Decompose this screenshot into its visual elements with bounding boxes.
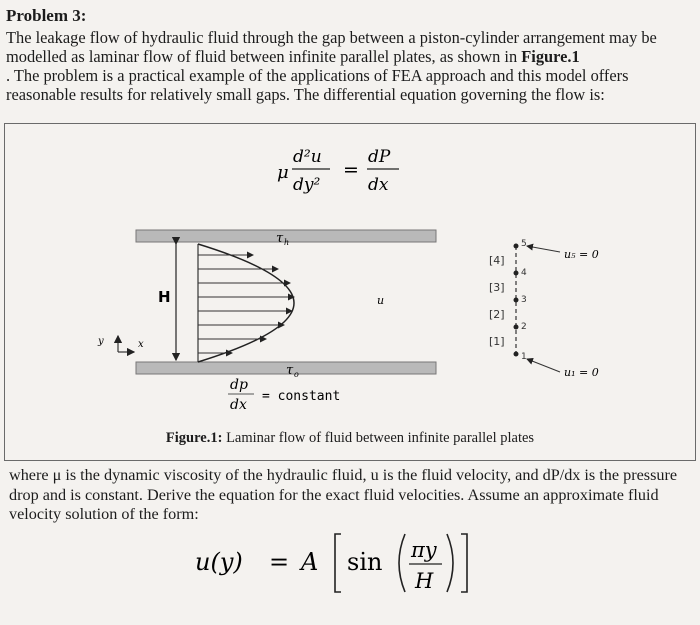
eq2-coef: A — [301, 548, 319, 576]
tau-0-sub: o — [294, 370, 299, 379]
flow-diagram — [90, 222, 650, 422]
right-border — [695, 123, 696, 460]
eq2-left-bracket — [335, 534, 341, 592]
approx-solution-equation — [195, 528, 525, 598]
bottom-divider — [4, 460, 696, 461]
problem-title: Problem 3: — [6, 6, 87, 25]
eq2-left-paren — [399, 534, 405, 592]
eq2-func: sin — [347, 548, 383, 576]
node-num-3: 3 — [521, 295, 527, 305]
bottom-bc-arrow — [527, 359, 560, 372]
eq2-right-paren — [447, 534, 453, 592]
top-divider — [4, 123, 696, 124]
node-num-5: 5 — [521, 239, 527, 249]
caption-label: Figure.1: — [165, 430, 223, 446]
eq1-rhs-num: dP — [368, 147, 391, 167]
mesh-node — [514, 298, 519, 303]
velocity-profile — [198, 244, 294, 362]
caption-text: Laminar flow of fluid between infinite parallel plates — [222, 430, 535, 446]
velocity-arrows — [198, 255, 294, 353]
mesh-node — [514, 244, 519, 249]
eq2-arg-num: πy — [411, 538, 437, 562]
mesh-node — [514, 325, 519, 330]
bottom-bc-label: u₁ = 0 — [564, 366, 599, 379]
u-label: u — [377, 294, 385, 307]
x-axis-label: x — [138, 339, 144, 350]
element-label-3: [3] — [489, 281, 505, 294]
intro-figure-ref: Figure.1 — [521, 47, 580, 66]
mesh-node — [514, 271, 519, 276]
figure-caption — [0, 430, 700, 447]
top-bc-label: u₅ = 0 — [564, 248, 599, 261]
dp-den: dx — [230, 397, 247, 413]
eq1-lhs-den: dy² — [293, 175, 321, 195]
tau-h-sub: h — [284, 238, 290, 247]
element-label-1: [1] — [489, 335, 505, 348]
intro-text-b: . The problem is a practical example of the applications of FEA approach and this model offers reasonable results for relatively small gaps. The differential equation governing the flow is: — [6, 66, 629, 104]
tau-h-label: τ — [276, 231, 284, 246]
node-num-1: 1 — [521, 352, 527, 362]
dp-constant: = constant — [262, 389, 341, 404]
dp-num: dp — [230, 377, 248, 393]
problem-body: where μ is the dynamic viscosity of the hydraulic fluid, u is the fluid velocity, and dP/dx is the pressure drop and is constant. Derive the equation for the exact fluid velocities. Assume an approximate fluid velocity solution of the form: — [9, 466, 678, 523]
y-axis-label: y — [98, 336, 104, 347]
eq2-right-bracket — [461, 534, 467, 592]
eq1-equals: = — [343, 159, 359, 181]
element-label-2: [2] — [489, 308, 505, 321]
mesh-node — [514, 352, 519, 357]
element-label-4: [4] — [489, 254, 505, 267]
eq1-lhs-num: d²u — [293, 147, 322, 167]
tau-0-label: τ — [286, 363, 294, 378]
node-num-2: 2 — [521, 322, 527, 332]
left-border — [4, 123, 5, 460]
intro-text-a: The leakage flow of hydraulic fluid through the gap between a piston-cylinder arrangement may be modelled as laminar flow of fluid between infinite parallel plates, as shown in — [6, 28, 657, 66]
eq1-mu: μ — [277, 162, 289, 183]
node-num-4: 4 — [521, 268, 527, 278]
governing-equation — [275, 140, 415, 200]
h-label: H — [158, 288, 171, 306]
eq2-lhs: u(y) — [195, 548, 243, 576]
top-bc-arrow — [527, 246, 560, 252]
eq2-equals: = — [269, 548, 290, 576]
eq1-rhs-den: dx — [368, 175, 389, 195]
problem-intro — [6, 28, 692, 104]
eq2-arg-den: H — [415, 569, 434, 593]
